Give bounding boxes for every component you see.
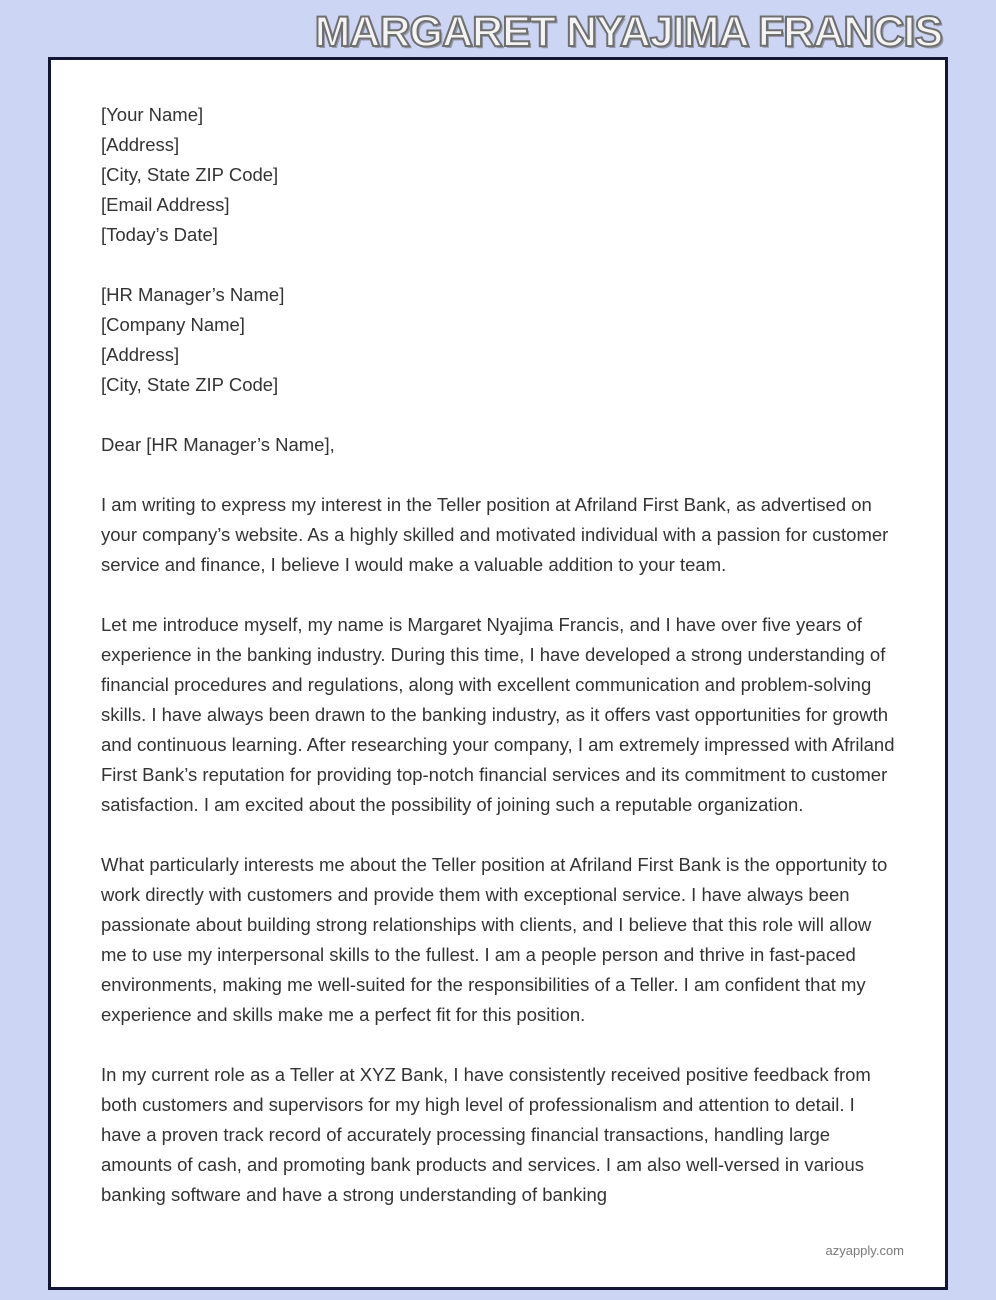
document-header [0,0,996,57]
recipient-block [101,280,895,400]
recipient-city-line: [City, State ZIP Code] [101,374,279,395]
header-title: MARGARET NYAJIMA FRANCIS [314,8,942,56]
sender-email-line: [Email Address] [101,194,230,215]
letter-content [51,60,945,1210]
recipient-name-line: [HR Manager’s Name] [101,284,285,305]
watermark: azyapply.com [822,1242,907,1259]
sender-block [101,100,895,250]
paragraph-interest: What particularly interests me about the Teller position at Afriland First Bank is the opportunity to work directly with customers and provide them with exceptional service. I have always been passionate about building strong relationships with clients, and I believe that this role will allow me to use my interpersonal skills to the fullest. I am a people person and thrive in fast-paced environments, making me well-suited for the responsibilities of a Teller. I am confident that my experience and skills make me a perfect fit for this position. [101,854,888,1025]
sender-date-line: [Today’s Date] [101,224,218,245]
sender-address-line: [Address] [101,134,180,155]
salutation: Dear [HR Manager’s Name], [101,434,335,455]
sender-name-line: [Your Name] [101,104,204,125]
paragraph-intro: I am writing to express my interest in the Teller position at Afriland First Bank, as advertised on your company’s website. As a highly skilled and motivated individual with a passion for customer service and finance, I believe I would make a valuable addition to your team. [101,494,889,575]
recipient-address-line: [Address] [101,344,180,365]
recipient-company-line: [Company Name] [101,314,245,335]
paragraph-background: Let me introduce myself, my name is Margaret Nyajima Francis, and I have over five years of experience in the banking industry. During this time, I have developed a strong understanding of financial procedures and regulations, along with excellent communication and problem-solving skills. I have always been drawn to the banking industry, as it offers vast opportunities for growth and continuous learning. After researching your company, I am extremely impressed with Afriland First Bank’s reputation for providing top-notch financial services and its commitment to customer satisfaction. I am excited about the possibility of joining such a reputable organization. [101,614,895,815]
paragraph-experience: In my current role as a Teller at XYZ Bank, I have consistently received positive feedback from both customers and supervisors for my high level of professionalism and attention to detail. I have a proven track record of accurately processing financial transactions, handling large amounts of cash, and promoting bank products and services. I am also well-versed in various banking software and have a strong understanding of banking [101,1064,871,1205]
sender-city-line: [City, State ZIP Code] [101,164,279,185]
letter-page [48,57,948,1290]
